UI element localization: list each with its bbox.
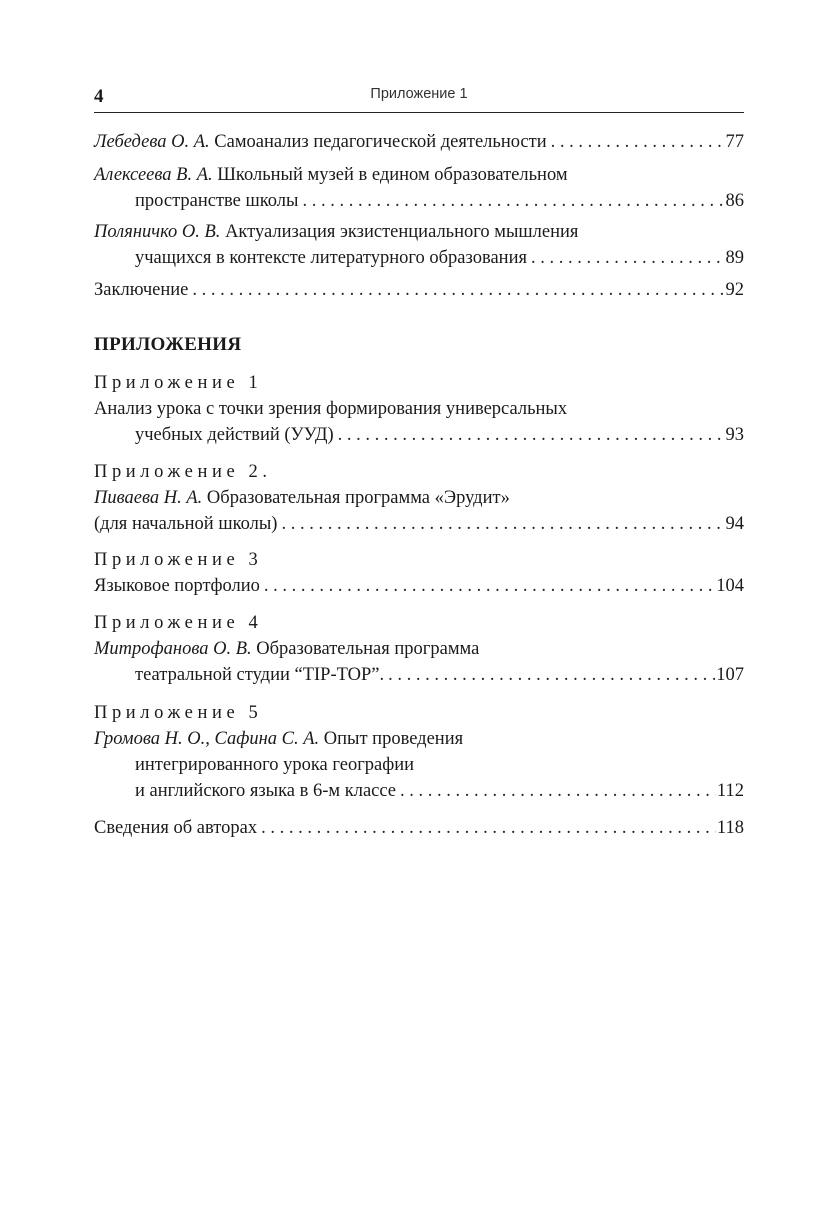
leader-dots <box>400 778 716 804</box>
toc-entry-appendix-4 <box>94 610 744 688</box>
entry-author: Алексеева В. А. <box>94 165 213 185</box>
entry-page: 118 <box>716 818 744 838</box>
entry-title-cont: театральной студии “TIP-TOP”. <box>135 665 385 685</box>
entry-page: 93 <box>725 425 744 445</box>
entry-title: Образовательная программа «Эрудит» <box>206 488 510 508</box>
entry-title: Самоанализ педагогической деятельности <box>214 132 547 152</box>
entry-title-cont: и английского языка в 6-м классе <box>135 781 397 801</box>
entry-title: Заключение <box>94 280 189 300</box>
toc-entry-alekseeva <box>94 162 744 214</box>
leader-dots <box>192 277 724 303</box>
header-rule <box>94 112 744 113</box>
leader-dots <box>264 573 715 599</box>
appendix-label: Приложение 3 <box>94 550 263 570</box>
entry-author: Митрофанова О. В. <box>94 639 252 659</box>
toc-entry-appendix-1 <box>94 370 744 448</box>
entry-title: Анализ урока с точки зрения формирования универсальных <box>94 399 568 419</box>
entry-page: 86 <box>725 191 744 211</box>
entry-page: 92 <box>725 280 744 300</box>
entry-page: 77 <box>725 132 744 152</box>
appendices-heading: ПРИЛОЖЕНИЯ <box>94 334 242 355</box>
leader-dots <box>531 245 725 271</box>
appendix-label: Приложение 5 <box>94 703 263 723</box>
entry-author: Лебедева О. А. <box>94 132 210 152</box>
entry-title: Сведения об авторах <box>94 818 258 838</box>
leader-dots <box>338 422 725 448</box>
entry-title-cont: интегрированного урока географии <box>135 755 415 775</box>
leader-dots <box>261 815 716 841</box>
leader-dots <box>551 129 725 155</box>
toc-entry-lebedeva <box>94 129 744 155</box>
appendix-label: Приложение 2. <box>94 462 272 482</box>
entry-title-cont: (для начальной школы) <box>94 514 278 534</box>
entry-page: 104 <box>716 576 744 596</box>
entry-title: Школьный музей в едином образовательном <box>217 165 568 185</box>
entry-title: Опыт проведения <box>323 729 464 749</box>
entry-page: 89 <box>725 248 744 268</box>
toc-entry-appendix-2 <box>94 459 744 537</box>
entry-title: Языковое портфолио <box>94 576 260 596</box>
entry-page: 94 <box>725 514 744 534</box>
entry-title-cont: пространстве школы <box>135 191 299 211</box>
toc-entry-appendix-3 <box>94 547 744 599</box>
entry-page: 107 <box>716 665 744 685</box>
entry-page: 112 <box>716 781 744 801</box>
leader-dots <box>281 511 724 537</box>
appendix-label: Приложение 4 <box>94 613 263 633</box>
running-title: Приложение 1 <box>370 86 468 102</box>
entry-author: Поляничко О. В. <box>94 222 221 242</box>
toc-entry-authors-info <box>94 815 744 841</box>
leader-dots <box>302 188 724 214</box>
entry-title: Образовательная программа <box>256 639 480 659</box>
toc-entry-appendix-5 <box>94 700 744 804</box>
leader-dots <box>388 662 715 688</box>
running-head <box>94 84 744 110</box>
toc-entry-conclusion <box>94 277 744 303</box>
entry-author: Пиваева Н. А. <box>94 488 203 508</box>
appendix-label: Приложение 1 <box>94 373 263 393</box>
entry-title: Актуализация экзистенциального мышления <box>225 222 579 242</box>
entry-title-cont: учебных действий (УУД) <box>135 425 334 445</box>
entry-title-cont: учащихся в контексте литературного образования <box>135 248 527 268</box>
entry-author: Громова Н. О., Сафина С. А. <box>94 729 320 749</box>
page-number: 4 <box>94 86 104 107</box>
toc-entry-polyanichko <box>94 219 744 271</box>
